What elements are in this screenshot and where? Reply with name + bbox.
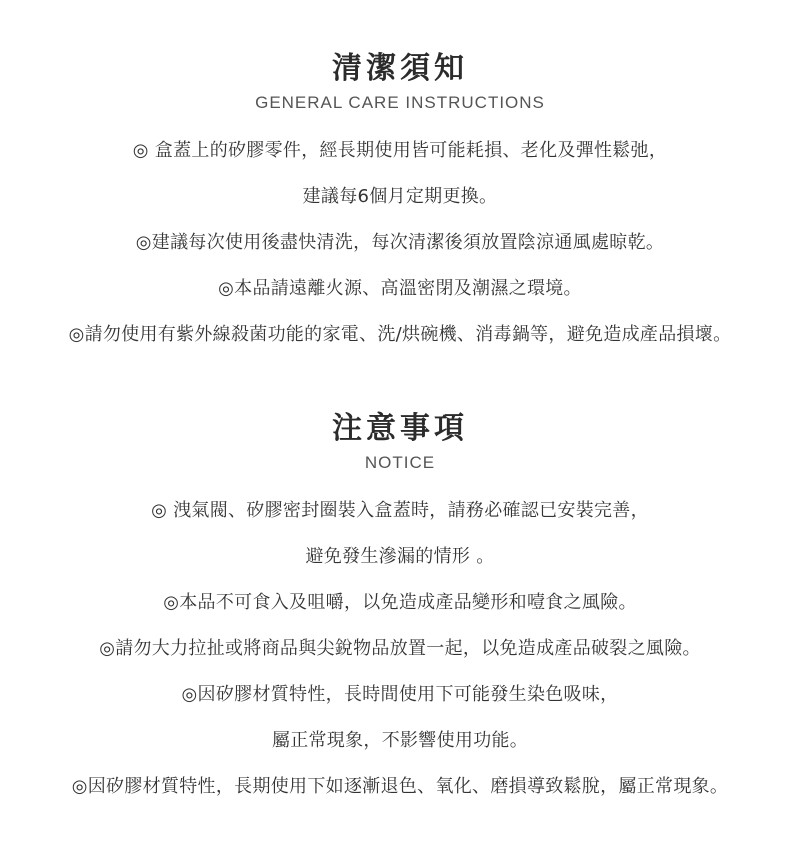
care-line: 建議每6個月定期更換。 [302,186,498,207]
care-subtitle: GENERAL CARE INSTRUCTIONS [255,93,545,112]
notice-line: 避免發生滲漏的情形 。 [305,546,495,567]
notice-line: ◎因矽膠材質特性，長時間使用下可能發生染色吸味， [181,684,619,705]
notice-line: ◎因矽膠材質特性，長期使用下如逐漸退色、氧化、磨損導致鬆脫，屬正常現象。 [71,776,729,797]
care-line: ◎ 盒蓋上的矽膠零件，經長期使用皆可能耗損、老化及彈性鬆弛， [132,140,668,161]
notice-line: ◎請勿大力拉扯或將商品與尖銳物品放置一起，以免造成產品破裂之風險。 [99,638,701,659]
notice-line: ◎ 洩氣閥、矽膠密封圈裝入盒蓋時，請務必確認已安裝完善， [151,500,649,521]
notice-list [0,500,800,798]
notice-subtitle: NOTICE [364,453,436,472]
notice-line: ◎本品不可食入及咀嚼，以免造成產品變形和噎食之風險。 [163,592,637,613]
notice-section [0,410,800,822]
care-title: 清潔須知 [332,51,468,86]
notice-line: 屬正常現象，不影響使用功能。 [271,730,529,751]
notice-title: 注意事項 [332,411,468,446]
care-line: ◎本品請遠離火源、高溫密閉及潮濕之環境。 [218,278,582,299]
care-line: ◎建議每次使用後盡快清洗，每次清潔後須放置陰涼通風處晾乾。 [135,232,665,253]
care-instructions-section [0,50,800,370]
care-line: ◎請勿使用有紫外線殺菌功能的家電、洗/烘碗機、消毒鍋等，避免造成產品損壞。 [68,324,732,345]
care-instructions-list [0,140,800,346]
